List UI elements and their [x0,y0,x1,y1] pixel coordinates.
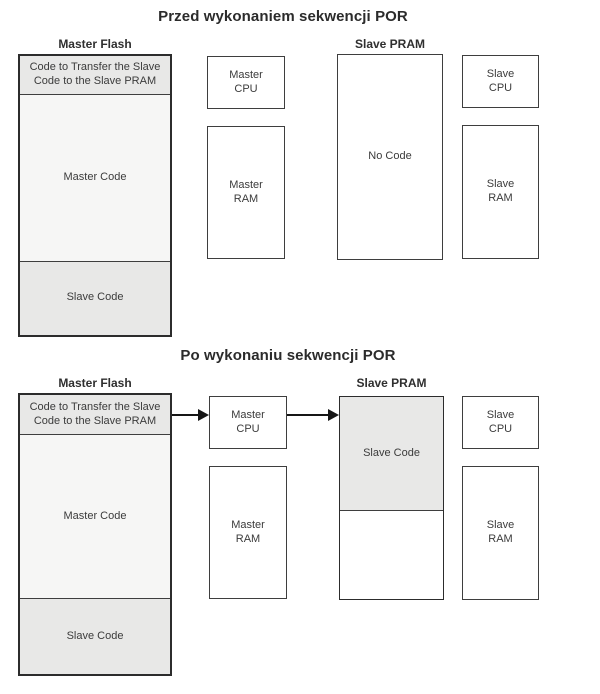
before-master-flash-label: Master Flash [58,37,132,51]
after-slave-ram-box: Slave RAM [462,466,539,600]
arrow-cpu-to-pram-head-icon [328,409,339,421]
before-slave-pram-label: Slave PRAM [354,37,426,51]
before-master-cpu-box: Master CPU [207,56,285,109]
after-pram-empty-section [340,511,443,599]
after-slave-code-section: Slave Code [20,599,170,674]
before-transfer-code-section: Code to Transfer the Slave Code to the Slave PRAM [20,56,170,95]
after-pram-slave-code-section: Slave Code [340,397,443,511]
before-slave-cpu-box: Slave CPU [462,55,539,108]
after-slave-cpu-box: Slave CPU [462,396,539,449]
before-slave-pram-box: No Code [337,54,443,260]
before-slave-code-section: Slave Code [20,262,170,336]
after-slave-pram-label: Slave PRAM [356,376,427,390]
before-master-flash-box [18,54,172,337]
after-slave-pram-box [339,396,444,600]
arrow-flash-to-cpu-head-icon [198,409,209,421]
after-master-flash-label: Master Flash [58,376,132,390]
arrow-flash-to-cpu-shaft [172,414,199,416]
after-transfer-code-section: Code to Transfer the Slave Code to the Slave PRAM [20,395,170,435]
before-master-code-section: Master Code [20,95,170,262]
after-title: Po wykonaniu sekwencji POR [180,347,396,364]
after-master-ram-box: Master RAM [209,466,287,599]
arrow-cpu-to-pram-shaft [287,414,329,416]
before-slave-ram-box: Slave RAM [462,125,539,259]
after-master-code-section: Master Code [20,435,170,599]
before-title: Przed wykonaniem sekwencji POR [158,8,408,25]
after-master-flash-box [18,393,172,676]
after-master-cpu-box: Master CPU [209,396,287,449]
before-master-ram-box: Master RAM [207,126,285,259]
